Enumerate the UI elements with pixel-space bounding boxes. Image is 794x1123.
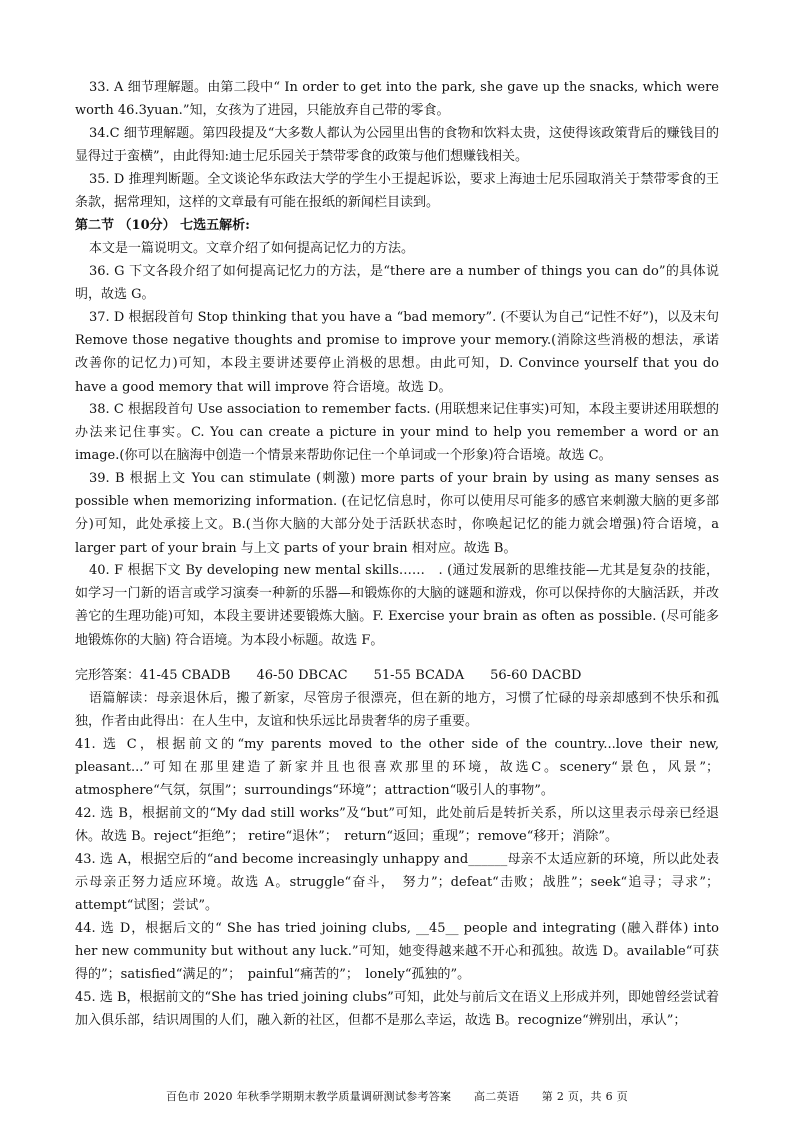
answer-36: 36. G 下文各段介绍了如何提高记忆力的方法，是“there are a number of things you can do”的具体说明，故选 G。 [75,264,719,303]
cloze-answers: 完形答案：41-45 CBADB 46-50 DBCAC 51-55 BCADA 56-60 DACBD [75,668,582,683]
answer-35: 35. D 推理判断题。全文谈论华东政法大学的学生小王提起诉讼，要求上海迪士尼乐园取消关于禁带零食的王条款，据常理知，这样的文章最有可能在报纸的新闻栏目读到。 [75,172,719,211]
answer-42: 42. 选 B，根据前文的“My dad still works”及“but”可知，此处前后是转折关系，所以这里表示母亲已经退休。故选 B。reject“拒绝”； retire“退休”； return“返回；重现”；remove“移开；消除”。 [75,806,719,845]
cloze-intro: 语篇解读：母亲退休后，搬了新家，尽管房子很漂亮，但在新的地方，习惯了忙碌的母亲却感到不快乐和孤独，作者由此得出：在人生中，友谊和快乐远比昂贵奢华的房子重要。 [75,691,719,730]
answer-44: 44. 选 D，根据后文的“ She has tried joining clubs, __45__ people and integrating (融入群体) into her new community but without any luck.”可知，她变得越来越不开心和孤独。故选 D。available“可获得的”；satisfied“满足的”； painful“痛苦的”； lonely“孤独的”。 [75,921,719,983]
answer-38: 38. C 根据段首句 Use association to remember facts. (用联想来记住事实)可知，本段主要讲述用联想的办法来记住事实。C. You can create a picture in your mind to help you remember a word or an image.(你可以在脑海中创造一个情景来帮助你记住一个单词或一个形象)符合语境。故选 C。 [75,402,719,464]
answer-40: 40. F 根据下文 By developing new mental skills…… . (通过发展新的思维技能—尤其是复杂的技能，如学习一门新的语言或学习演奏一种新的乐器—和锻炼你的大脑的谜题和游戏，你可以保持你的大脑活跃，并改善它的生理功能)可知，本段主要讲述要锻炼大脑。F. Exercise your brain as often as possible. (尽可能多地锻炼你的大脑) 符合语境。为本段小标题。故选 F。 [75,563,719,648]
answer-41: 41. 选 C，根据前文的“my parents moved to the other side of the country...love their new, pleasant...”可知在那里建造了新家并且也很喜欢那里的环境，故选C。scenery“景色，风景”；atmosphere“气氛，氛围”；surroundings“环境”；attraction“吸引人的事物”。 [75,737,719,799]
page-footer: 百色市 2020 年秋季学期期末教学质量调研测试参考答案 高二英语 第 2 页，共 6 页 [165,1090,629,1103]
answer-34: 34.C 细节理解题。第四段提及“大多数人都认为公园里出售的食物和饮料太贵，这使得该政策背后的赚钱目的显得过于蛮横”，由此得知:迪士尼乐园关于禁带零食的政策与他们想赚钱相关。 [75,126,719,165]
answer-45: 45. 选 B，根据前文的“She has tried joining clubs”可知，此处与前后文在语义上形成并列，即她曾经尝试着加入俱乐部，结识周围的人们，融入新的社区，但都不是那么幸运，故选 B。recognize“辨别出，承认”； [75,990,719,1029]
answer-37: 37. D 根据段首句 Stop thinking that you have a “bad memory”. (不要认为自己“记性不好”)，以及末句 Remove those negative thoughts and promise to improve your memory.(消除这些消极的想法，承诺改善你的记忆力)可知，本段主要讲述要停止消极的思想。由此可知，D. Convince yourself that you do have a good memory that will improve 符合语境。故选 D。 [75,310,719,395]
answer-39: 39. B 根据上文 You can stimulate (刺激) more parts of your brain by using as many senses as possible when memorizing information. (在记忆信息时，你可以使用尽可能多的感官来刺激大脑的更多部分)可知，此处承接上文。B.(当你大脑的大部分处于活跃状态时，你唤起记忆的能力就会增强)符合语境，a larger part of your brain 与上文 parts of your brain 相对应。故选 B。 [75,471,719,556]
section-2-heading: 第二节 （10分） 七选五解析: [75,218,250,233]
answer-43: 43. 选 A，根据空后的“and become increasingly unhappy and______母亲不太适应新的环境，所以此处表示母亲正努力适应环境。故选 A。struggle“奋斗， 努力”；defeat“击败；战胜”；seek“追寻；寻求”；attempt“试图；尝试”。 [75,852,719,914]
section-2-intro: 本文是一篇说明文。文章介绍了如何提高记忆力的方法。 [89,241,415,256]
answer-33: 33. A 细节理解题。由第二段中“ In order to get into the park, she gave up the snacks, which were worth 46.3yuan.”知，女孩为了进园，只能放弃自己带的零食。 [75,80,719,119]
